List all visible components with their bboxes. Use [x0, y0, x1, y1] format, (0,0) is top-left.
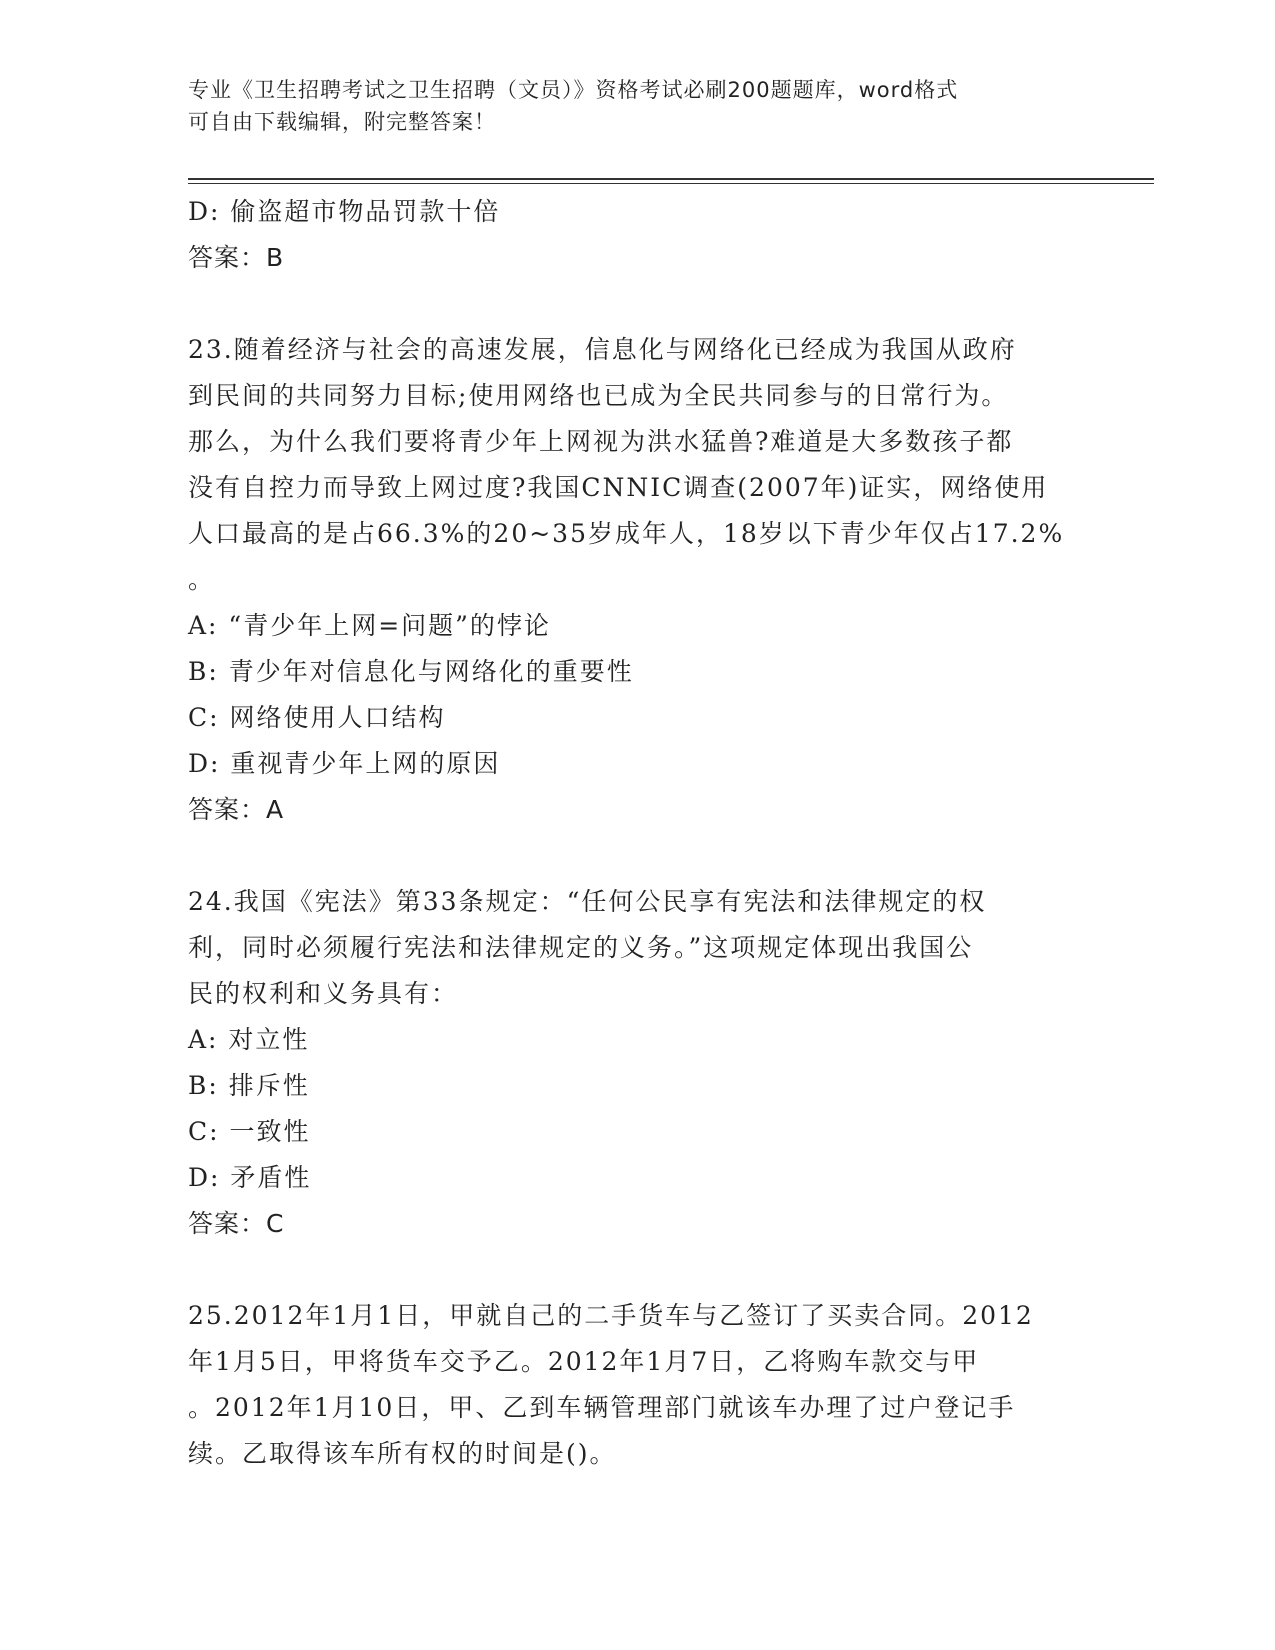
option-b: B: 排斥性	[188, 1071, 310, 1100]
option-b: B: 青少年对信息化与网络化的重要性	[188, 657, 634, 686]
spacer	[188, 281, 1108, 327]
prev-answer: 答案：B	[188, 243, 285, 272]
question-text-line: 23.随着经济与社会的高速发展，信息化与网络化已经成为我国从政府	[188, 335, 1017, 364]
option-a: A: “青少年上网=问题”的悖论	[188, 611, 551, 640]
question-text-line: 。2012年1月10日，甲、乙到车辆管理部门就该车办理了过户登记手	[188, 1393, 1016, 1422]
page-header	[188, 74, 1068, 138]
header-line-1: 专业《卫生招聘考试之卫生招聘（文员）》资格考试必刷200题题库，word格式	[188, 78, 959, 102]
header-rule-thick	[188, 178, 1154, 180]
option-c: C: 网络使用人口结构	[188, 703, 446, 732]
spacer	[188, 833, 1108, 879]
question-23	[188, 327, 1108, 833]
question-text-line: 利，同时必须履行宪法和法律规定的义务。”这项规定体现出我国公	[188, 933, 974, 962]
question-text-line: 续。乙取得该车所有权的时间是()。	[188, 1439, 617, 1468]
prev-option-d: D: 偷盗超市物品罚款十倍	[188, 197, 501, 226]
question-text-line: 没有自控力而导致上网过度?我国CNNIC调查(2007年)证实，网络使用	[188, 473, 1049, 502]
option-d: D: 矛盾性	[188, 1163, 312, 1192]
question-text-line: 24.我国《宪法》第33条规定：“任何公民享有宪法和法律规定的权	[188, 887, 987, 916]
question-content	[188, 189, 1108, 1477]
spacer	[188, 1247, 1108, 1293]
option-d: D: 重视青少年上网的原因	[188, 749, 501, 778]
option-a: A: 对立性	[188, 1025, 310, 1054]
question-text-line: 到民间的共同努力目标;使用网络也已成为全民共同参与的日常行为。	[188, 381, 1009, 410]
question-text-line: 年1月5日，甲将货车交予乙。2012年1月7日，乙将购车款交与甲	[188, 1347, 980, 1376]
header-line-2: 可自由下载编辑，附完整答案！	[188, 110, 496, 134]
header-rule-thin	[188, 183, 1154, 184]
option-c: C: 一致性	[188, 1117, 311, 1146]
question-25	[188, 1293, 1108, 1477]
question-text-line: 人口最高的是占66.3%的20~35岁成年人，18岁以下青少年仅占17.2%	[188, 519, 1065, 548]
question-24	[188, 879, 1108, 1247]
answer: 答案：A	[188, 795, 285, 824]
answer: 答案：C	[188, 1209, 285, 1238]
question-text-line: 25.2012年1月1日，甲就自己的二手货车与乙签订了买卖合同。2012	[188, 1301, 1034, 1330]
question-text-line: 。	[188, 565, 216, 594]
question-text-line: 那么，为什么我们要将青少年上网视为洪水猛兽?难道是大多数孩子都	[188, 427, 1014, 456]
question-text-line: 民的权利和义务具有：	[188, 979, 459, 1008]
